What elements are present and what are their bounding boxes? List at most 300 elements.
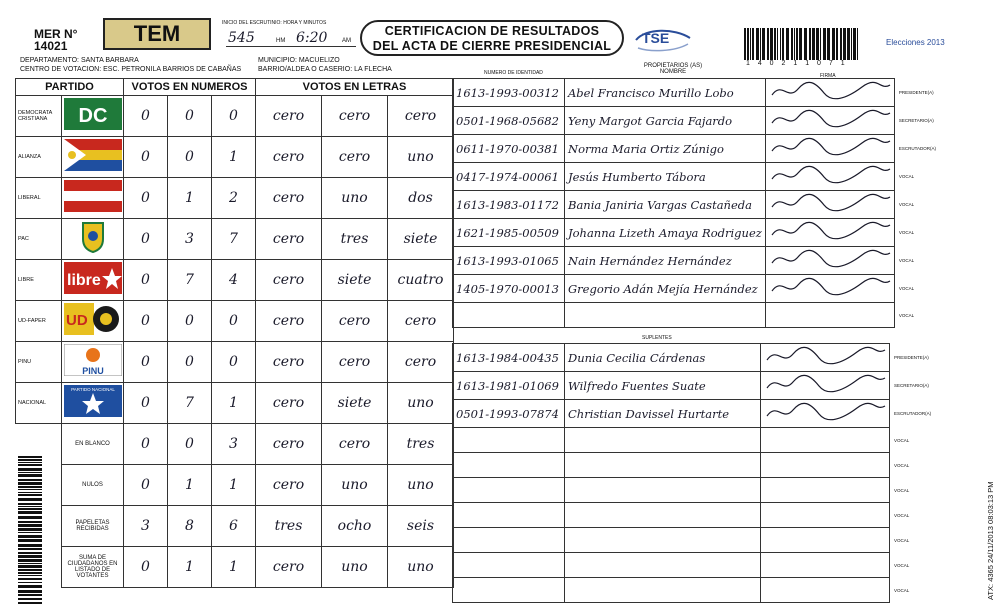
barcode-left-icon (18, 456, 48, 604)
count-letters-word: cero (256, 424, 322, 465)
candidate-name (565, 428, 761, 453)
candidate-row (453, 163, 943, 191)
signature-cell (765, 191, 894, 219)
party-name: NACIONAL (16, 383, 62, 424)
candidate-row (453, 107, 943, 135)
role-tag: SECRETARIO(A) (898, 118, 934, 123)
votes-letters-word: uno (322, 178, 388, 219)
count-letters-word: tres (388, 424, 454, 465)
barcode-bar (796, 28, 798, 60)
votes-number-digit: 1 (212, 383, 256, 424)
barcode-number: 1 4 0 2 1 1 0 7 1 (746, 60, 848, 67)
votes-number-digit: 7 (168, 383, 212, 424)
barcode-bar (794, 28, 795, 60)
role-tag: VOCAL (894, 512, 910, 518)
signature-cell (761, 528, 890, 553)
barcode-bar (812, 28, 815, 60)
barcode-bar (18, 472, 42, 473)
candidate-row (453, 191, 943, 219)
votes-number-digit: 0 (124, 301, 168, 342)
barcode-bar (762, 28, 765, 60)
ud-logo-icon (62, 301, 124, 342)
barcode-bar (18, 544, 42, 547)
start-hour: 545 (228, 30, 255, 46)
signature-icon (761, 400, 889, 424)
barcode-bar (18, 462, 42, 463)
nacional-flag-icon (62, 383, 124, 424)
pac-shield-icon (62, 219, 124, 260)
candidate-name (565, 503, 761, 528)
barcode-bar (18, 459, 42, 461)
libre-logo-text: libre (66, 271, 101, 289)
candidate-id (453, 528, 565, 553)
count-label: NULOS (62, 465, 124, 506)
count-number-digit: 0 (124, 465, 168, 506)
barcode-bar (853, 28, 856, 60)
votes-number-digit: 0 (124, 342, 168, 383)
written-time: 6:20 (296, 30, 328, 46)
candidate-name: Jesús Humberto Tábora (565, 163, 766, 191)
candidate-name (565, 578, 761, 603)
candidate-name: Dunia Cecilia Cárdenas (565, 344, 761, 372)
barcode-bar (827, 28, 830, 60)
barcode-bar (816, 28, 819, 60)
candidate-row (453, 79, 943, 107)
barcode-bar (18, 539, 42, 542)
votes-letters-word: cero (256, 260, 322, 301)
count-letters-word: cero (256, 547, 322, 588)
barcode-bar (18, 492, 42, 493)
votes-letters-word: cero (322, 137, 388, 178)
certificate-title: CERTIFICACION DE RESULTADOS DEL ACTA DE CIERRE PRESIDENCIAL (360, 20, 624, 56)
party-row (16, 260, 454, 301)
candidate-id: 1613-1981-01069 (453, 372, 565, 400)
barcode-bar (18, 555, 42, 558)
votes-number-digit: 0 (124, 219, 168, 260)
party-name: DEMOCRATA CRISTIANA (16, 96, 62, 137)
count-row (16, 506, 454, 547)
candidate-id: 1621-1985-00509 (453, 219, 565, 247)
barcode-bar (18, 565, 42, 568)
candidate-row (453, 400, 938, 428)
tse-label: TSE (642, 30, 670, 46)
barcode-bar (744, 28, 746, 60)
time-underline (226, 46, 356, 47)
barcode-bar (782, 28, 784, 60)
barcode-bar (18, 578, 42, 580)
votes-number-digit: 0 (124, 383, 168, 424)
votes-letters-word: cero (256, 219, 322, 260)
votes-letters-word: siete (388, 219, 454, 260)
signature-icon (766, 163, 894, 187)
barcode-top-icon (744, 28, 858, 60)
signature-cell (765, 275, 894, 303)
firma-label: FIRMA (820, 73, 836, 79)
count-number-digit: 3 (212, 424, 256, 465)
count-row (16, 547, 454, 588)
signature-cell (765, 107, 894, 135)
votes-number-digit: 0 (168, 96, 212, 137)
barcode-bar (18, 508, 42, 510)
signature-icon (766, 107, 894, 131)
votes-number-digit: 7 (168, 260, 212, 301)
barcode-bar (18, 548, 42, 550)
departamento: DEPARTAMENTO: SANTA BARBARA (20, 57, 139, 64)
candidate-id: 0611-1970-00381 (453, 135, 565, 163)
signature-cell (761, 428, 890, 453)
candidate-name (565, 453, 761, 478)
candidate-name: Norma Maria Ortiz Zúnigo (565, 135, 766, 163)
results-table (15, 78, 454, 588)
barcode-bar (18, 482, 42, 485)
barcode-bar (18, 602, 42, 604)
votes-number-digit: 0 (212, 96, 256, 137)
timestamp-stamp: ATX: 4365 24/11/2013 08:03:13 PM (986, 481, 995, 600)
barcode-bar (767, 28, 769, 60)
signature-cell (761, 372, 890, 400)
barcode-bar (18, 486, 42, 488)
count-number-digit: 1 (168, 465, 212, 506)
signature-cell (761, 400, 890, 428)
barcode-bar (832, 28, 835, 60)
candidate-name: Nain Hernández Hernández (565, 247, 766, 275)
candidate-id: 1613-1993-01065 (453, 247, 565, 275)
count-number-digit: 3 (124, 506, 168, 547)
barcode-bar (756, 28, 759, 60)
party-row (16, 219, 454, 260)
barcode-bar (18, 590, 42, 593)
candidate-row (453, 219, 943, 247)
candidate-name: Bania Janiria Vargas Castañeda (565, 191, 766, 219)
candidate-id (453, 303, 565, 328)
signature-cell (765, 303, 894, 328)
barcode-bar (18, 506, 42, 507)
barcode-bar (18, 572, 42, 574)
col-votos-letras: VOTOS EN LETRAS (256, 79, 454, 96)
barcode-bar (18, 524, 42, 527)
role-tag: VOCAL (898, 202, 915, 207)
signature-cell (765, 79, 894, 107)
barcode-bar (18, 474, 42, 477)
count-letters-word: uno (322, 547, 388, 588)
votes-number-digit: 0 (124, 137, 168, 178)
barcode-bar (809, 28, 811, 60)
party-row (16, 342, 454, 383)
party-name: PAC (16, 219, 62, 260)
signature-cell (765, 219, 894, 247)
count-letters-word: tres (256, 506, 322, 547)
candidate-name: Abel Francisco Murillo Lobo (565, 79, 766, 107)
barcode-bar (18, 535, 42, 538)
candidate-id: 1613-1983-01172 (453, 191, 565, 219)
votes-letters-word: cero (256, 178, 322, 219)
role-tag: VOCAL (898, 286, 915, 291)
signature-icon (766, 219, 894, 243)
suplentes-label: SUPLENTES (642, 335, 672, 341)
signature-icon (766, 191, 894, 215)
role-tag: ESCRUTADOR(A) (894, 411, 932, 416)
votes-number-digit: 1 (168, 178, 212, 219)
inicio-label: INICIO DEL ESCRUTINIO: HORA Y MINUTOS (222, 20, 327, 26)
candidate-id: 1405-1970-00013 (453, 275, 565, 303)
signature-cell (765, 135, 894, 163)
mer-number: MER N° 14021 (34, 27, 78, 53)
nacional-logo-text: PARTIDO NACIONAL (70, 386, 115, 392)
count-label: EN BLANCO (62, 424, 124, 465)
candidate-row (453, 578, 938, 603)
signature-cell (761, 344, 890, 372)
votes-letters-word: tres (322, 219, 388, 260)
signature-cell (761, 503, 890, 528)
role-tag: VOCAL (898, 258, 915, 263)
votes-number-digit: 7 (212, 219, 256, 260)
signature-cell (761, 478, 890, 503)
barcode-bar (18, 559, 42, 562)
candidate-row (453, 344, 938, 372)
barcode-bar (18, 582, 42, 583)
candidate-id: 1613-1993-00312 (453, 79, 565, 107)
party-name: LIBRE (16, 260, 62, 301)
candidate-name (565, 478, 761, 503)
signature-icon (761, 344, 889, 368)
candidate-id (453, 453, 565, 478)
role-tag: VOCAL (894, 562, 910, 568)
signature-icon (766, 135, 894, 159)
barcode-bar (18, 569, 42, 571)
propietarios-label: PROPIETARIOS (AS) NOMBRE (643, 63, 703, 75)
votes-letters-word: dos (388, 178, 454, 219)
pinu-logo-text: PINU (81, 365, 104, 376)
count-label: PAPELETAS RECIBIDAS (62, 506, 124, 547)
candidate-id: 0417-1974-00061 (453, 163, 565, 191)
barcode-bar (18, 552, 42, 554)
pinu-logo-icon (62, 342, 124, 383)
count-letters-word: seis (388, 506, 454, 547)
count-number-digit: 8 (168, 506, 212, 547)
candidate-row (453, 247, 943, 275)
barcode-bar (18, 456, 42, 458)
am-label: AM (342, 38, 351, 44)
candidate-name: Wilfredo Fuentes Suate (565, 372, 761, 400)
votes-letters-word: cero (388, 301, 454, 342)
barcode-bar (18, 594, 42, 596)
candidate-name (565, 303, 766, 328)
barcode-bar (780, 28, 781, 60)
dc-logo-icon (62, 96, 124, 137)
votes-number-digit: 3 (168, 219, 212, 260)
barcode-bar (18, 598, 42, 600)
barcode-bar (840, 28, 842, 60)
role-tag: VOCAL (898, 174, 915, 179)
votes-number-digit: 0 (168, 301, 212, 342)
barcode-bar (851, 28, 852, 60)
votes-number-digit: 0 (212, 301, 256, 342)
barcode-bar (18, 521, 42, 523)
votes-letters-word: uno (388, 383, 454, 424)
votes-number-digit: 0 (124, 96, 168, 137)
barcode-bar (18, 468, 42, 471)
role-tag: PRESIDENTE(A) (894, 355, 929, 360)
party-row (16, 96, 454, 137)
barcode-bar (820, 28, 821, 60)
votes-number-digit: 2 (212, 178, 256, 219)
candidate-id (453, 428, 565, 453)
count-letters-word: uno (388, 547, 454, 588)
suplentes-table (452, 343, 938, 603)
candidate-id: 0501-1993-07874 (453, 400, 565, 428)
alianza-flag-icon (62, 137, 124, 178)
barcode-bar (18, 494, 42, 496)
candidate-name (565, 553, 761, 578)
count-letters-word: cero (322, 424, 388, 465)
count-row (16, 424, 454, 465)
numero-identidad-label: NUMERO DE IDENTIDAD (484, 70, 543, 76)
signature-cell (761, 553, 890, 578)
barcode-bar (823, 28, 826, 60)
role-tag: VOCAL (894, 487, 910, 493)
candidate-row (453, 453, 938, 478)
signature-cell (765, 163, 894, 191)
signature-cell (761, 453, 890, 478)
count-letters-word: uno (388, 465, 454, 506)
candidate-name: Christian Davissel Hurtarte (565, 400, 761, 428)
candidate-row (453, 428, 938, 453)
role-tag: VOCAL (894, 587, 910, 593)
votes-letters-word: cero (256, 342, 322, 383)
party-row (16, 178, 454, 219)
candidate-name: Johanna Lizeth Amaya Rodriguez (565, 219, 766, 247)
hm-label: HM (276, 38, 286, 44)
barcode-bar (18, 464, 42, 466)
party-row (16, 301, 454, 342)
liberal-flag-icon (62, 178, 124, 219)
barcode-bar (752, 28, 754, 60)
candidate-id (453, 478, 565, 503)
barcode-bar (786, 28, 789, 60)
signature-icon (761, 372, 889, 396)
candidate-row (453, 135, 943, 163)
role-tag: VOCAL (894, 462, 910, 468)
barcode-bar (18, 532, 42, 533)
role-tag: VOCAL (898, 230, 915, 235)
votes-letters-word: cero (256, 383, 322, 424)
signature-cell (765, 247, 894, 275)
libre-logo-icon (62, 260, 124, 301)
barcode-bar (843, 28, 846, 60)
col-votos-numeros: VOTOS EN NUMEROS (124, 79, 256, 96)
role-tag: VOCAL (898, 312, 915, 318)
role-tag: VOCAL (894, 437, 910, 443)
party-name: PINU (16, 342, 62, 383)
barcode-bar (777, 28, 778, 60)
votes-letters-word: cero (322, 301, 388, 342)
propietarios-table (452, 78, 943, 328)
votes-letters-word: cero (388, 342, 454, 383)
votes-letters-word: cero (256, 301, 322, 342)
signature-icon (766, 79, 894, 103)
party-name: LIBERAL (16, 178, 62, 219)
count-letters-word: ocho (322, 506, 388, 547)
role-tag: VOCAL (894, 537, 910, 543)
barcode-bar (750, 28, 751, 60)
votes-number-digit: 1 (212, 137, 256, 178)
count-number-digit: 0 (168, 424, 212, 465)
candidate-row (453, 503, 938, 528)
votes-number-digit: 4 (212, 260, 256, 301)
municipio: MUNICIPIO: MACUELIZO (258, 57, 340, 64)
count-letters-word: uno (322, 465, 388, 506)
candidate-name: Gregorio Adán Mejía Hernández (565, 275, 766, 303)
role-tag: ESCRUTADOR(A) (898, 146, 936, 151)
votes-letters-word: cero (388, 96, 454, 137)
barcode-bar (18, 489, 42, 490)
votes-letters-word: siete (322, 260, 388, 301)
barcode-bar (18, 585, 42, 588)
candidate-row (453, 553, 938, 578)
barcode-bar (18, 479, 42, 481)
count-row (16, 465, 454, 506)
barcode-bar (770, 28, 773, 60)
tem-badge: TEM (103, 18, 211, 50)
signature-icon (766, 247, 894, 271)
party-row (16, 137, 454, 178)
votes-letters-word: cero (322, 96, 388, 137)
candidate-id (453, 578, 565, 603)
barcode-bar (847, 28, 850, 60)
candidate-row (453, 275, 943, 303)
candidate-row (453, 303, 943, 328)
barcode-bar (747, 28, 749, 60)
signature-icon (766, 275, 894, 299)
votes-letters-word: uno (388, 137, 454, 178)
candidate-row (453, 478, 938, 503)
count-number-digit: 1 (212, 465, 256, 506)
signature-cell (761, 578, 890, 603)
count-number-digit: 0 (124, 547, 168, 588)
barcode-bar (18, 498, 42, 501)
ud-logo-text: UD (65, 311, 88, 329)
barcode-bar (836, 28, 838, 60)
barcode-bar (774, 28, 776, 60)
candidate-name (565, 528, 761, 553)
barcode-bar (18, 563, 42, 564)
count-number-digit: 6 (212, 506, 256, 547)
votes-number-digit: 0 (212, 342, 256, 383)
candidate-name: Yeny Margot Garcia Fajardo (565, 107, 766, 135)
barcode-bar (18, 511, 42, 514)
candidate-id (453, 503, 565, 528)
votes-letters-word: cero (256, 96, 322, 137)
candidate-row (453, 372, 938, 400)
votes-letters-word: cero (256, 137, 322, 178)
count-label: SUMA DE CIUDADANOS EN LISTADO DE VOTANTES (62, 547, 124, 588)
candidate-id (453, 553, 565, 578)
barcode-bar (791, 28, 793, 60)
votes-number-digit: 0 (124, 260, 168, 301)
votes-number-digit: 0 (124, 178, 168, 219)
dc-logo-text: DC (78, 104, 107, 127)
party-name: ALIANZA (16, 137, 62, 178)
candidate-id: 0501-1968-05682 (453, 107, 565, 135)
count-letters-word: cero (256, 465, 322, 506)
barcode-bar (18, 575, 42, 576)
elecciones-logo: Elecciones 2013 (886, 38, 945, 47)
candidate-row (453, 528, 938, 553)
barcode-bar (18, 503, 42, 505)
barcode-bar (18, 516, 42, 519)
barcode-bar (799, 28, 802, 60)
votes-letters-word: siete (322, 383, 388, 424)
